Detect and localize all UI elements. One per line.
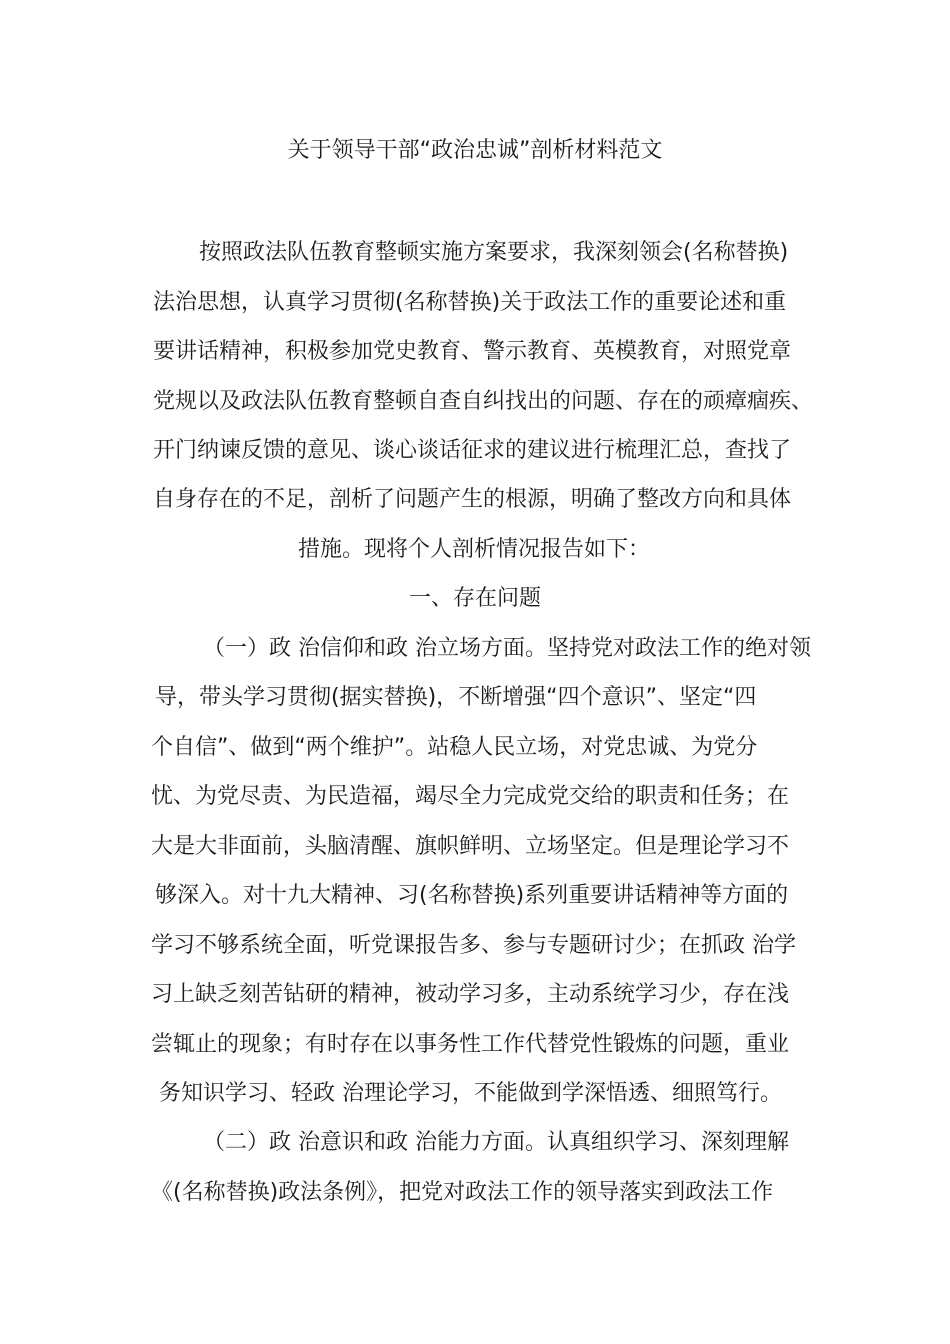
document-title: 关于领导干部“政治忠诚”剖析材料范文 — [287, 138, 663, 163]
part2-line-1: （二）政 治意识和政 治能力方面。认真组织学习、深刻理解 — [203, 1130, 789, 1155]
part1-line-5: 大是大非面前，头脑清醒、旗帜鲜明、立场坚定。但是理论学习不 — [151, 834, 790, 859]
intro-line-7: 措施。现将个人剖析情况报告如下： — [298, 537, 651, 562]
intro-line-4: 党规以及政法队伍教育整顿自查自纠找出的问题、存在的顽瘴痼疾、 — [153, 389, 814, 414]
part1-line-2: 导，带头学习贯彻(据实替换)，不断增强“四个意识”、坚定“四 — [155, 685, 757, 710]
intro-line-6: 自身存在的不足，剖析了问题产生的根源，明确了整改方向和具体 — [153, 487, 792, 512]
intro-line-5: 开门纳谏反馈的意见、谈心谈话征求的建议进行梳理汇总，查找了 — [153, 438, 792, 463]
section-heading: 一、存在问题 — [408, 586, 541, 611]
part2-line-2: 《(名称替换)政法条例》，把党对政法工作的领导落实到政法工作 — [151, 1180, 774, 1205]
part1-line-6: 够深入。对十九大精神、习(名称替换)系列重要讲话精神等方面的 — [155, 883, 789, 908]
part1-line-8: 习上缺乏刻苦钻研的精神，被动学习多，主动系统学习少，存在浅 — [151, 982, 790, 1007]
intro-line-3: 要讲话精神，积极参加党史教育、警示教育、英模教育，对照党章 — [153, 339, 792, 364]
part1-line-9: 尝辄止的现象；有时存在以事务性工作代替党性锻炼的问题，重业 — [151, 1032, 790, 1057]
part1-line-10: 务知识学习、轻政 治理论学习，不能做到学深悟透、细照笃行。 — [159, 1081, 782, 1106]
intro-line-1: 按照政法队伍教育整顿实施方案要求，我深刻领会(名称替换) — [199, 240, 789, 265]
intro-line-2: 法治思想，认真学习贯彻(名称替换)关于政法工作的重要论述和重 — [153, 290, 787, 315]
part1-line-7: 学习不够系统全面，听党课报告多、参与专题研讨少；在抓政 治学 — [151, 933, 796, 958]
part1-line-3: 个自信”、做到“两个维护”。站稳人民立场，对党忠诚、为党分 — [151, 735, 758, 760]
part1-line-1: （一）政 治信仰和政 治立场方面。坚持党对政法工作的绝对领 — [203, 636, 811, 661]
part1-line-4: 忧、为党尽责、为民造福，竭尽全力完成党交给的职责和任务；在 — [151, 784, 790, 809]
